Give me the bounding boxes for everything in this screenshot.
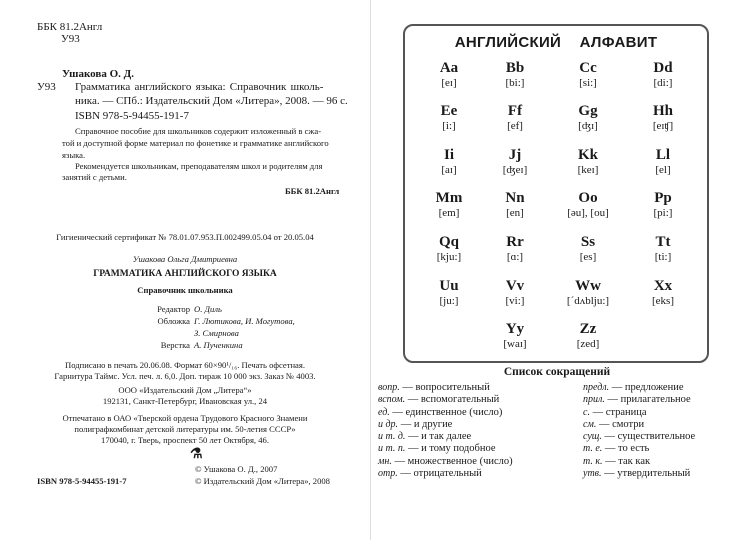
page-gutter bbox=[370, 0, 371, 540]
abbreviation: вспом. bbox=[378, 394, 406, 406]
abbreviation-item bbox=[378, 394, 513, 406]
alphabet-letter bbox=[475, 190, 555, 220]
letter-pair: Oo bbox=[578, 190, 598, 206]
publisher-line2: 192131, Санкт-Петербург, Ивановская ул., 24 bbox=[102, 396, 268, 406]
letter-transcription: [el] bbox=[655, 164, 671, 176]
letter-pair: Dd bbox=[653, 60, 673, 76]
abbreviation-meaning: — прилагательное bbox=[607, 394, 691, 406]
alphabet-letter bbox=[548, 190, 628, 220]
letter-pair: Ii bbox=[443, 147, 454, 163]
bbk-bottom: ББК 81.2Англ bbox=[285, 186, 340, 196]
alphabet-title: АНГЛИЙСКИЙ АЛФАВИТ bbox=[454, 34, 658, 51]
letter-transcription: [ʤeɪ] bbox=[502, 164, 528, 176]
letter-pair: Ff bbox=[507, 103, 523, 119]
alphabet-letter bbox=[548, 278, 628, 308]
letter-transcription: [es] bbox=[579, 251, 597, 263]
credit-role: Редактор bbox=[157, 304, 190, 314]
letter-transcription: [eɪʧ] bbox=[652, 120, 674, 132]
abbreviation: сущ. bbox=[583, 431, 602, 443]
credit-names: О. Диль bbox=[194, 304, 222, 314]
abstract-line3: языка. bbox=[62, 150, 86, 160]
letter-transcription: [vi:] bbox=[505, 295, 525, 307]
abbreviation-meaning: — смотри bbox=[598, 418, 645, 430]
letter-pair: Hh bbox=[652, 103, 673, 119]
abbreviation: т. е. bbox=[583, 443, 603, 455]
letter-pair: Yy bbox=[505, 321, 525, 337]
letter-transcription: [ju:] bbox=[439, 295, 459, 307]
citation-line1: Грамматика английского языка: Справочник школь- bbox=[75, 81, 324, 93]
book-subtitle: Справочник школьника bbox=[137, 285, 233, 295]
alphabet-letter bbox=[475, 278, 555, 308]
abbreviation-item bbox=[583, 443, 695, 455]
abbreviation: ед. bbox=[378, 406, 390, 418]
abbreviation: вопр. bbox=[378, 382, 400, 393]
alphabet-letter bbox=[475, 321, 555, 351]
abbreviation-meaning: — и другие bbox=[400, 418, 453, 430]
abbreviation-item bbox=[583, 419, 695, 431]
letter-transcription: [ʤɪ] bbox=[578, 120, 598, 132]
print-line1: Подписано в печать 20.06.08. Формат 60×90¹/₁₆. Печать офсетная. bbox=[65, 360, 305, 370]
letter-pair: Xx bbox=[653, 278, 673, 294]
abbreviation-item bbox=[378, 456, 513, 468]
alphabet-letter bbox=[548, 103, 628, 133]
abbreviation: и др. bbox=[378, 418, 399, 430]
abbreviation: мн. bbox=[378, 455, 392, 467]
letter-transcription: [waɪ] bbox=[503, 338, 527, 350]
abbreviation-meaning: — предложение bbox=[611, 382, 684, 393]
letter-pair: Gg bbox=[578, 103, 598, 119]
author-full: Ушакова Ольга Дмитриевна bbox=[132, 254, 238, 264]
letter-transcription: [eks] bbox=[652, 295, 674, 307]
alphabet-letter bbox=[475, 234, 555, 264]
letter-pair: Bb bbox=[505, 60, 525, 76]
abbreviation-meaning: — существительное bbox=[604, 431, 696, 443]
alphabet-letter bbox=[548, 60, 628, 90]
abbreviations-right bbox=[583, 382, 695, 480]
abbreviation-meaning: — множественное (число) bbox=[394, 455, 513, 467]
abbreviation-item bbox=[583, 456, 695, 468]
alphabet-letter bbox=[623, 190, 703, 220]
alphabet-box bbox=[403, 24, 709, 363]
abbreviation-item bbox=[378, 407, 513, 419]
abbreviation-meaning: — и так далее bbox=[408, 431, 472, 443]
alphabet-letter bbox=[623, 60, 703, 90]
letter-transcription: [ti:] bbox=[654, 251, 672, 263]
print-line2: Гарнитура Таймс. Усл. печ. л. 6,0. Доп. тираж 10 000 экз. Заказ № 4003. bbox=[54, 371, 316, 381]
letter-transcription: [bi:] bbox=[505, 77, 525, 89]
abbreviation-item bbox=[378, 443, 513, 455]
letter-transcription: [di:] bbox=[653, 77, 673, 89]
letter-transcription: [əu], [ou] bbox=[567, 207, 609, 219]
abstract-line1: Справочное пособие для школьников содержит изложенный в сжа- bbox=[75, 126, 322, 136]
abbreviation-item bbox=[378, 382, 513, 394]
abbreviation-item bbox=[583, 382, 695, 394]
letter-transcription: [en] bbox=[506, 207, 524, 219]
bbk-top: ББК 81.2Англ bbox=[37, 21, 103, 33]
letter-transcription: [si:] bbox=[579, 77, 597, 89]
abbreviation-meaning: — то есть bbox=[604, 443, 650, 455]
certificate: Гигиенический сертификат № 78.01.07.953.П.002499.05.04 от 20.05.04 bbox=[56, 232, 314, 242]
abbreviation-item bbox=[583, 394, 695, 406]
abbreviation-item bbox=[378, 431, 513, 443]
alphabet-letter bbox=[623, 103, 703, 133]
letter-pair: Uu bbox=[439, 278, 459, 294]
abbreviation-meaning: — вопросительный bbox=[402, 382, 490, 393]
printed-line2: полиграфкомбинат детской литературы им. 50-летия СССР» bbox=[74, 424, 296, 434]
abbreviation-meaning: — страница bbox=[592, 406, 647, 418]
letter-pair: Pp bbox=[654, 190, 672, 206]
credit-role: Верстка bbox=[160, 340, 190, 350]
letter-transcription: [em] bbox=[438, 207, 460, 219]
alphabet-letter bbox=[623, 234, 703, 264]
alphabet-letter bbox=[548, 321, 628, 351]
book-title: ГРАММАТИКА АНГЛИЙСКОГО ЯЗЫКА bbox=[93, 269, 277, 279]
abbreviation-item bbox=[583, 431, 695, 443]
letter-transcription: [ɑ:] bbox=[506, 251, 524, 263]
abbreviations-title: Список сокращений bbox=[503, 366, 611, 378]
abbreviation: т. к. bbox=[583, 455, 603, 467]
credit-names: З. Смирнова bbox=[194, 328, 239, 338]
abbreviation-meaning: — и тому подобное bbox=[407, 443, 496, 455]
letter-pair: Nn bbox=[505, 190, 525, 206]
code: У93 bbox=[37, 81, 56, 93]
recommend-line2: занятий с детьми. bbox=[62, 172, 127, 182]
code-top: У93 bbox=[61, 33, 80, 45]
citation-line2: ника. — СПб.: Издательский Дом «Литера», 2008. — 96 с. bbox=[75, 95, 348, 107]
credit-names: А. Пученкина bbox=[194, 340, 243, 350]
abbreviation-item bbox=[583, 407, 695, 419]
letter-pair: Kk bbox=[577, 147, 598, 163]
letter-transcription: [ef] bbox=[507, 120, 523, 132]
letter-pair: Aa bbox=[439, 60, 459, 76]
letter-pair: Jj bbox=[508, 147, 522, 163]
letter-pair: Qq bbox=[438, 234, 459, 250]
abbreviation: с. bbox=[583, 406, 590, 418]
publisher-line1: ООО «Издательский Дом „Литера“» bbox=[118, 385, 252, 395]
abbreviation: утв. bbox=[583, 468, 602, 480]
alphabet-letter bbox=[475, 147, 555, 177]
letter-transcription: [keɪ] bbox=[577, 164, 599, 176]
abbreviation-item bbox=[378, 419, 513, 431]
printer-logo-icon: ⚗ bbox=[190, 447, 203, 462]
letter-pair: Cc bbox=[579, 60, 597, 76]
abbreviation-item bbox=[583, 468, 695, 480]
alphabet-letter bbox=[548, 147, 628, 177]
abbreviation: и т. п. bbox=[378, 443, 406, 455]
letter-pair: Ss bbox=[580, 234, 596, 250]
alphabet-letter bbox=[475, 103, 555, 133]
abbreviation: прил. bbox=[583, 394, 605, 406]
letter-transcription: [eɪ] bbox=[441, 77, 457, 89]
abbreviations-left bbox=[378, 382, 513, 480]
letter-transcription: [i:] bbox=[442, 120, 456, 132]
abbreviation-item bbox=[378, 468, 513, 480]
letter-pair: Rr bbox=[506, 234, 524, 250]
letter-pair: Zz bbox=[579, 321, 597, 337]
abbreviation-meaning: — утвердительный bbox=[604, 468, 691, 480]
copyright-publisher: © Издательский Дом «Литера», 2008 bbox=[195, 476, 330, 486]
credit-role: Обложка bbox=[157, 316, 190, 326]
credit-names: Г. Лютикова, И. Могутова, bbox=[194, 316, 295, 326]
letter-pair: Ee bbox=[440, 103, 458, 119]
printed-line1: Отпечатано в ОАО «Тверской ордена Трудового Красного Знамени bbox=[62, 413, 308, 423]
letter-pair: Ll bbox=[655, 147, 671, 163]
printed-line3: 170040, г. Тверь, проспект 50 лет Октября, 46. bbox=[101, 435, 269, 445]
abbreviation-meaning: — так как bbox=[605, 455, 651, 467]
letter-transcription: [zed] bbox=[576, 338, 600, 350]
abbreviation-meaning: — отрицательный bbox=[400, 468, 482, 480]
letter-pair: Ww bbox=[575, 278, 601, 294]
alphabet-letter bbox=[623, 147, 703, 177]
abbreviation-meaning: — вспомогательный bbox=[407, 394, 500, 406]
abbreviation-meaning: — единственное (число) bbox=[392, 406, 503, 418]
alphabet-letter bbox=[548, 234, 628, 264]
letter-transcription: [aɪ] bbox=[441, 164, 457, 176]
abstract-line2: той и доступной форме материал по фонетике и грамматике английского bbox=[62, 138, 329, 148]
author: Ушакова О. Д. bbox=[62, 68, 134, 80]
abbreviation: и т. д. bbox=[378, 431, 406, 443]
letter-transcription: [pi:] bbox=[653, 207, 673, 219]
letter-pair: Tt bbox=[655, 234, 671, 250]
abbreviation: предл. bbox=[583, 382, 610, 393]
alphabet-letter bbox=[475, 60, 555, 90]
isbn-bottom: ISBN 978-5-94455-191-7 bbox=[37, 476, 127, 486]
copyright-author: © Ушакова О. Д., 2007 bbox=[195, 464, 278, 474]
recommend-line1: Рекомендуется школьникам, преподавателям школ и родителям для bbox=[75, 161, 323, 171]
letter-pair: Vv bbox=[505, 278, 525, 294]
alphabet-letter bbox=[623, 278, 703, 308]
abbreviation: см. bbox=[583, 418, 597, 430]
letter-pair: Mm bbox=[435, 190, 463, 206]
isbn: ISBN 978-5-94455-191-7 bbox=[75, 110, 189, 122]
letter-transcription: [kju:] bbox=[436, 251, 462, 263]
abbreviation: отр. bbox=[378, 468, 398, 480]
letter-transcription: [ˊdʌblju:] bbox=[566, 295, 610, 307]
